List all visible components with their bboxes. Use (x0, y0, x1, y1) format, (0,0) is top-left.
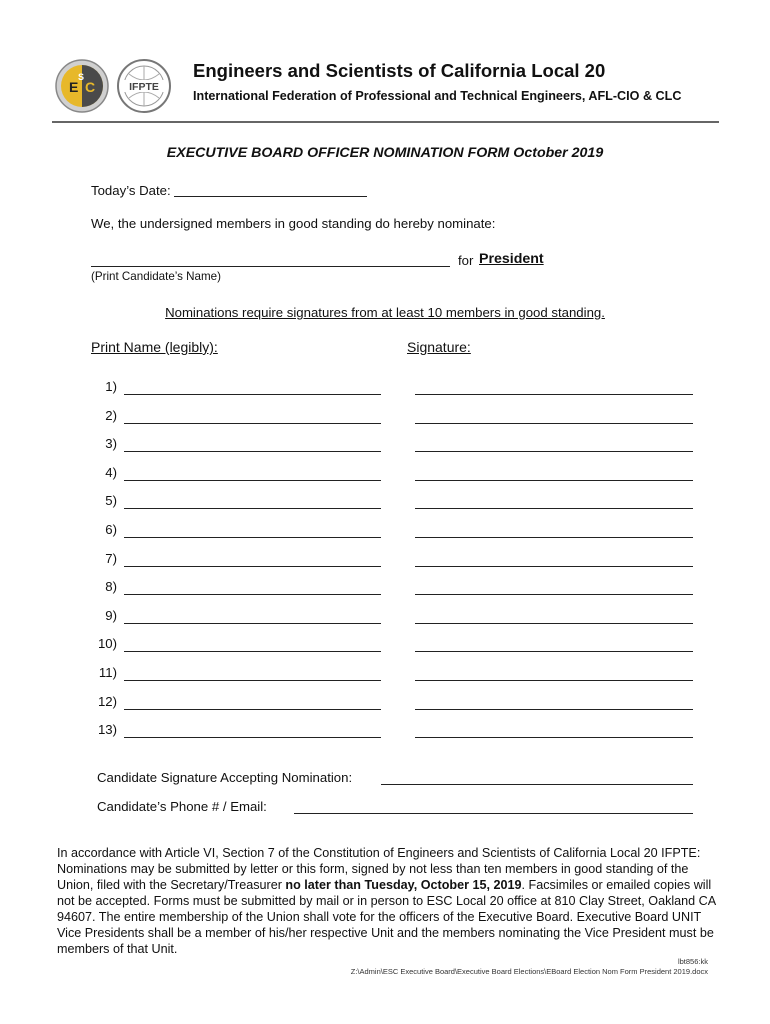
row-number: 2) (105, 407, 117, 423)
print-name-field[interactable] (124, 709, 381, 710)
signature-field[interactable] (415, 709, 693, 710)
svg-text:IFPTE: IFPTE (129, 81, 159, 93)
row-number: 8) (105, 579, 117, 595)
signature-header: Signature: (407, 339, 471, 355)
row-number: 4) (105, 464, 117, 480)
print-name-field[interactable] (124, 566, 381, 567)
requirement-notice: Nominations require signatures from at least 10 members in good standing. (165, 305, 605, 320)
signature-field[interactable] (415, 594, 693, 595)
form-title: EXECUTIVE BOARD OFFICER NOMINATION FORM October 2019 (166, 145, 604, 161)
signature-field[interactable] (415, 451, 693, 452)
logos (52, 54, 192, 118)
print-name-header: Print Name (legibly): (91, 339, 218, 355)
header-rule (52, 121, 719, 123)
row-number: 7) (105, 550, 117, 566)
print-name-field[interactable] (124, 537, 381, 538)
notice-text-part2: . Facsimiles or emailed copies will not be accepted. Forms must be submitted by mail or in person to ESC Local 20 office at 810 Clay Street, Oakland CA 94607. The entire membership of the Union shall vote for the officers of the Executive Board. Executive Board UNIT Vice Presidents shall be a member of his/her respective Unit and the members nominating the Vice President must be members of that Unit. (57, 878, 716, 956)
print-name-field[interactable] (124, 737, 381, 738)
candidate-contact-field[interactable] (294, 813, 693, 814)
signature-field[interactable] (415, 480, 693, 481)
row-number: 1) (105, 379, 117, 394)
signature-field[interactable] (415, 680, 693, 681)
org-title: Engineers and Scientists of California Local 20 (193, 60, 606, 81)
row-number: 11) (98, 665, 117, 680)
candidate-contact-label: Candidate’s Phone # / Email: (97, 799, 267, 814)
row-number: 9) (105, 607, 117, 623)
row-number: 5) (105, 493, 117, 509)
signature-field[interactable] (415, 737, 693, 738)
date-label: Today’s Date: (91, 183, 171, 198)
row-number: 6) (105, 522, 117, 537)
row-number: 3) (105, 436, 117, 452)
svg-text:C: C (85, 79, 96, 95)
ifpte-logo (118, 60, 170, 112)
print-name-field[interactable] (124, 451, 381, 452)
print-name-field[interactable] (124, 394, 381, 395)
signature-field[interactable] (415, 623, 693, 624)
candidate-name-field[interactable] (91, 266, 450, 267)
for-label: for (458, 253, 474, 268)
date-field[interactable] (174, 196, 367, 197)
print-name-field[interactable] (124, 423, 381, 424)
intro-text: We, the undersigned members in good standing do hereby nominate: (91, 216, 496, 231)
candidate-name-hint: (Print Candidate’s Name) (91, 270, 221, 283)
signature-field[interactable] (415, 508, 693, 509)
print-name-field[interactable] (124, 480, 381, 481)
signature-field[interactable] (415, 423, 693, 424)
constitution-notice (57, 845, 717, 957)
signature-field[interactable] (415, 394, 693, 395)
signature-field[interactable] (415, 566, 693, 567)
candidate-signature-label: Candidate Signature Accepting Nomination: (97, 770, 353, 785)
esc-logo (56, 60, 108, 112)
row-number: 12) (97, 693, 117, 709)
print-name-field[interactable] (124, 651, 381, 652)
print-name-field[interactable] (124, 594, 381, 595)
org-affiliation: International Federation of Professional and Technical Engineers, AFL-CIO & CLC (193, 89, 682, 103)
footer-path: Z:\Admin\ESC Executive Board\Executive Board Elections\EBoard Election Nom Form President 2019.docx (350, 967, 708, 976)
candidate-signature-field[interactable] (381, 784, 693, 785)
svg-text:E: E (69, 79, 79, 95)
print-name-field[interactable] (124, 680, 381, 681)
notice-deadline: no later than Tuesday, October 15, 2019 (285, 878, 522, 892)
svg-text:S: S (78, 72, 85, 82)
notice-text-part1: In accordance with Article VI, Section 7 of the Constitution of Engineers and Scientists of California Local 20 IFPTE: Nominations may be submitted by letter or this form, signed by not less than ten members in good standing of the Union, filed with the Secretary/Treasurer (57, 846, 701, 892)
signature-field[interactable] (415, 651, 693, 652)
row-number: 13) (97, 722, 117, 738)
footer-ref: lbt856:kk (677, 957, 708, 966)
signature-field[interactable] (415, 537, 693, 538)
print-name-field[interactable] (124, 623, 381, 624)
print-name-field[interactable] (124, 508, 381, 509)
row-number: 10) (97, 636, 117, 652)
office-name: President (479, 251, 544, 267)
logo-graphics (52, 54, 192, 118)
